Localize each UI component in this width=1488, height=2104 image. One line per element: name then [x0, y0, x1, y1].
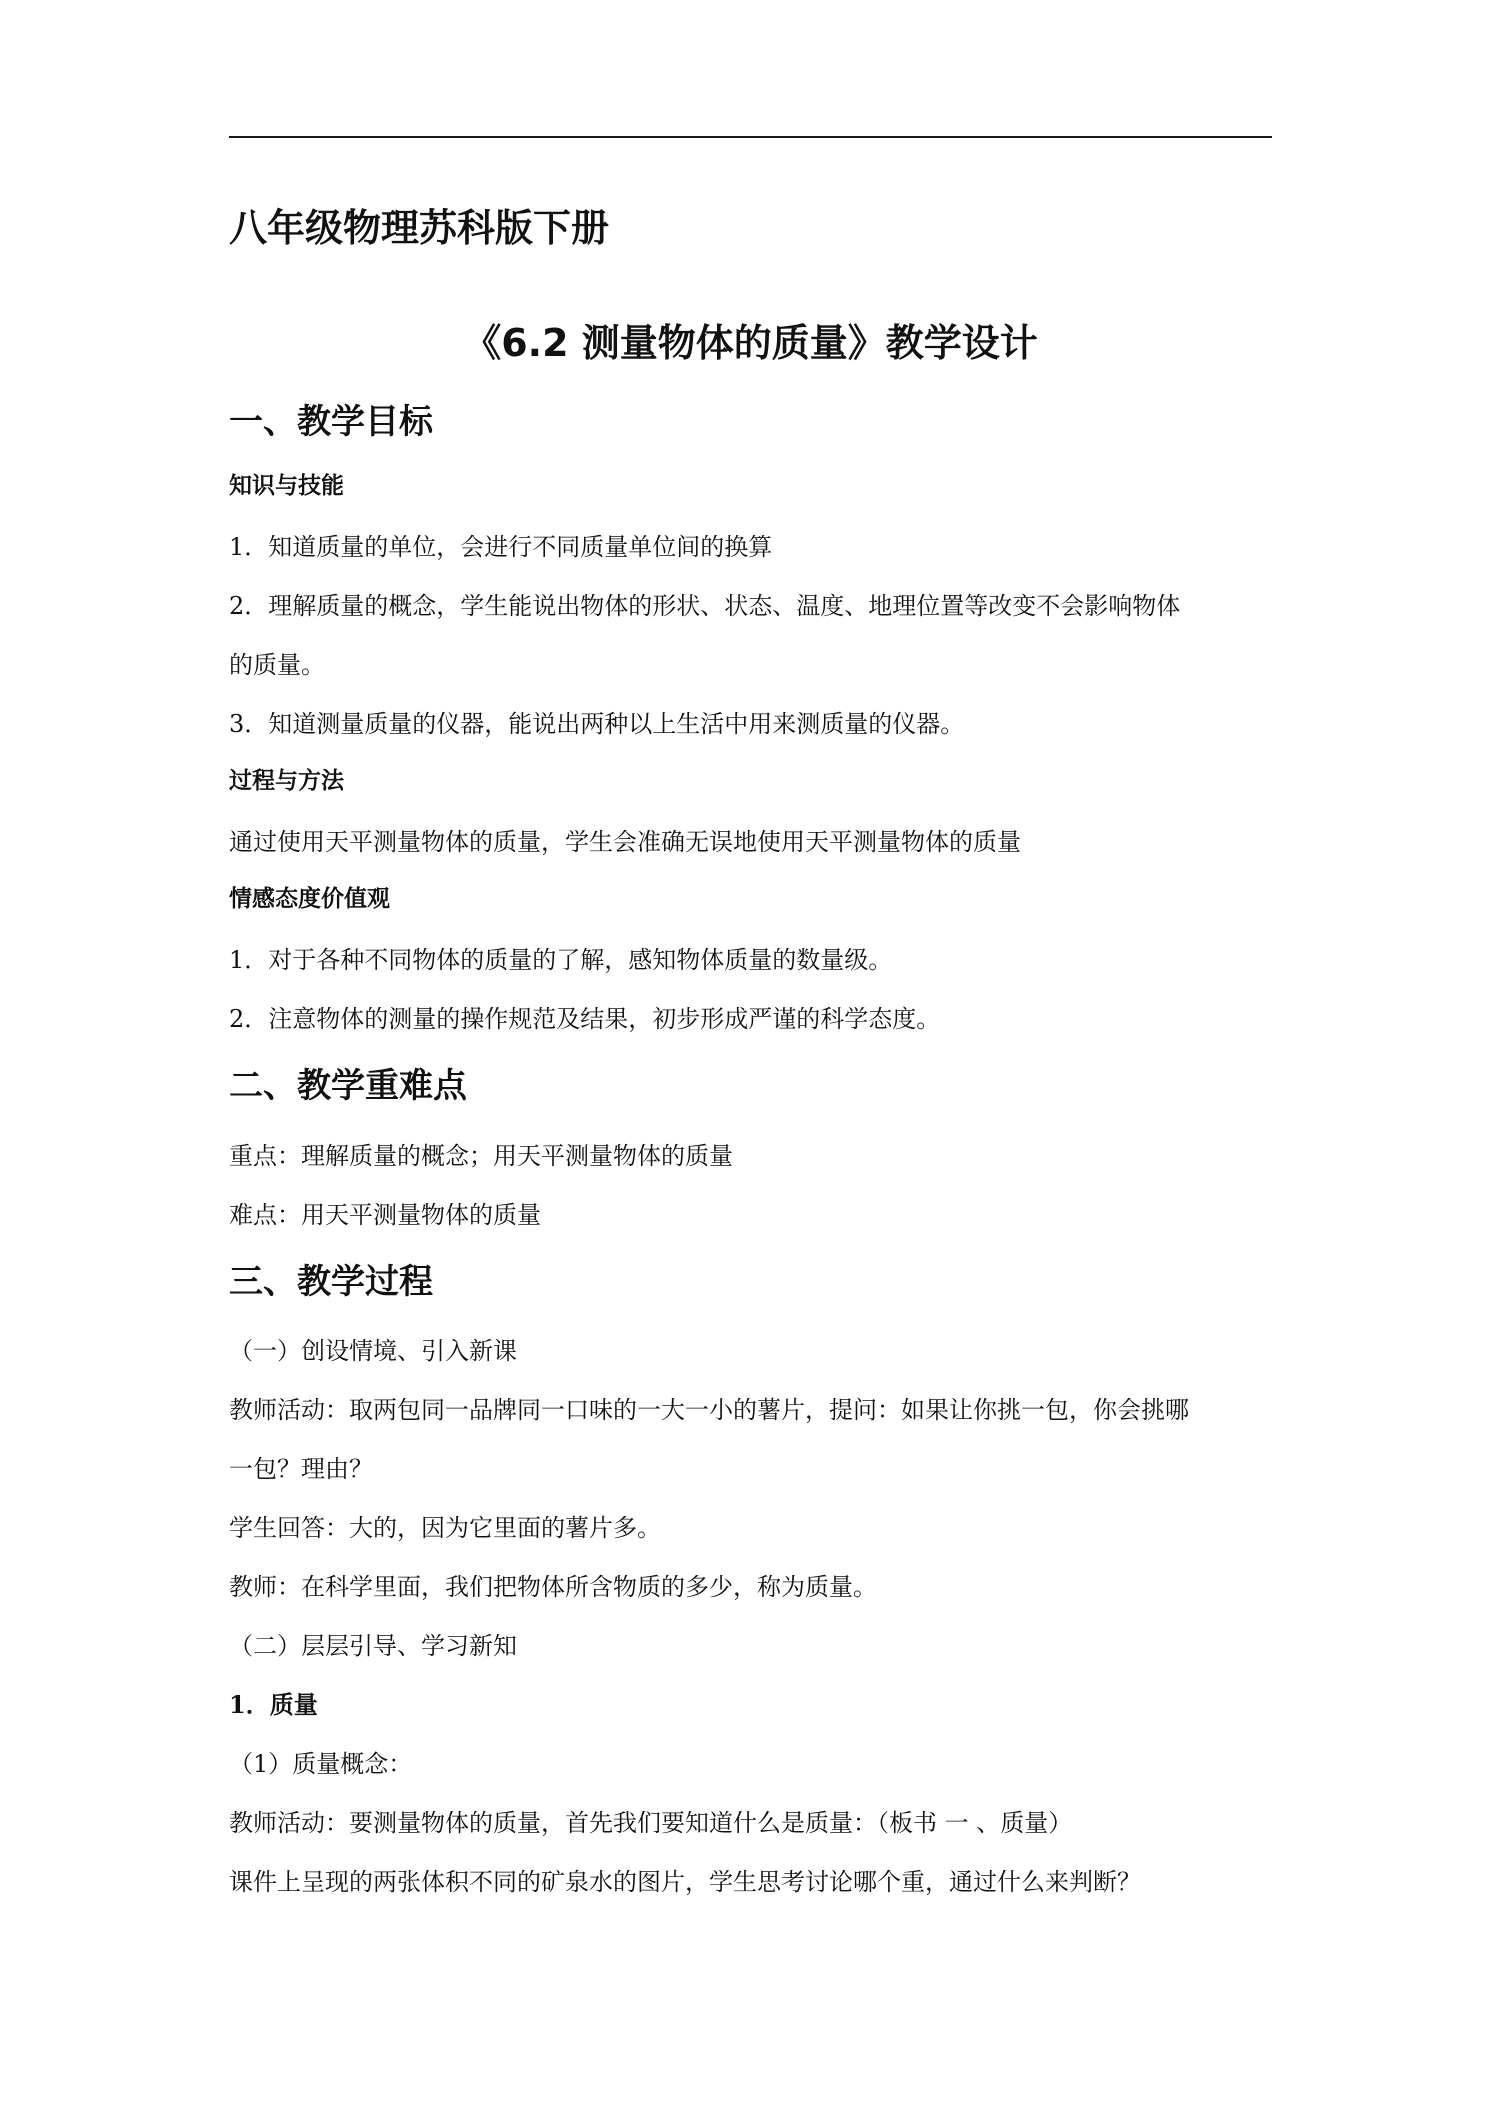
subtopic-concept: （1）质量概念： — [229, 1750, 413, 1778]
subheading-emotion: 情感态度价值观 — [229, 886, 390, 912]
section-heading-objectives: 一、教学目标 — [229, 402, 433, 442]
section-heading-key-points: 二、教学重难点 — [229, 1066, 467, 1106]
emotion-item-2: 2．注意物体的测量的操作规范及结果，初步形成严谨的科学态度。 — [229, 1005, 941, 1033]
knowledge-item-2: 2．理解质量的概念，学生能说出物体的形状、状态、温度、地理位置等改变不会影响物体 — [229, 592, 1181, 620]
student-answer: 学生回答：大的，因为它里面的薯片多。 — [229, 1514, 661, 1542]
lesson-title: 《6.2 测量物体的质量》教学设计 — [463, 321, 1038, 365]
topic-mass: 1．质量 — [229, 1690, 318, 1719]
key-point-text: 重点：理解质量的概念；用天平测量物体的质量 — [229, 1142, 733, 1170]
emotion-item-1: 1．对于各种不同物体的质量的了解，感知物体质量的数量级。 — [229, 946, 893, 974]
part1-title: （一）创设情境、引入新课 — [229, 1337, 517, 1365]
knowledge-item-1: 1．知道质量的单位，会进行不同质量单位间的换算 — [229, 533, 773, 561]
header-rule — [229, 136, 1272, 138]
process-text: 通过使用天平测量物体的质量，学生会准确无误地使用天平测量物体的质量 — [229, 828, 1021, 856]
knowledge-item-3: 3．知道测量质量的仪器，能说出两种以上生活中用来测质量的仪器。 — [229, 710, 965, 738]
part2-title: （二）层层引导、学习新知 — [229, 1632, 517, 1660]
courseware-text: 课件上呈现的两张体积不同的矿泉水的图片，学生思考讨论哪个重，通过什么来判断？ — [229, 1868, 1141, 1896]
difficulty-text: 难点：用天平测量物体的质量 — [229, 1201, 541, 1229]
teacher-activity-1: 教师活动：取两包同一品牌同一口味的一大一小的薯片，提问：如果让你挑一包，你会挑哪 — [229, 1396, 1189, 1424]
section-heading-process: 三、教学过程 — [229, 1262, 433, 1302]
subheading-process: 过程与方法 — [229, 768, 344, 794]
subheading-knowledge: 知识与技能 — [229, 473, 344, 499]
teacher-activity-1-cont: 一包？理由？ — [229, 1455, 373, 1483]
knowledge-item-2-cont: 的质量。 — [229, 651, 325, 679]
doc-title: 八年级物理苏科版下册 — [229, 206, 610, 250]
teacher-statement: 教师：在科学里面，我们把物体所含物质的多少，称为质量。 — [229, 1573, 877, 1601]
teacher-activity-2: 教师活动：要测量物体的质量，首先我们要知道什么是质量：（板书 一 、质量） — [229, 1809, 1073, 1837]
